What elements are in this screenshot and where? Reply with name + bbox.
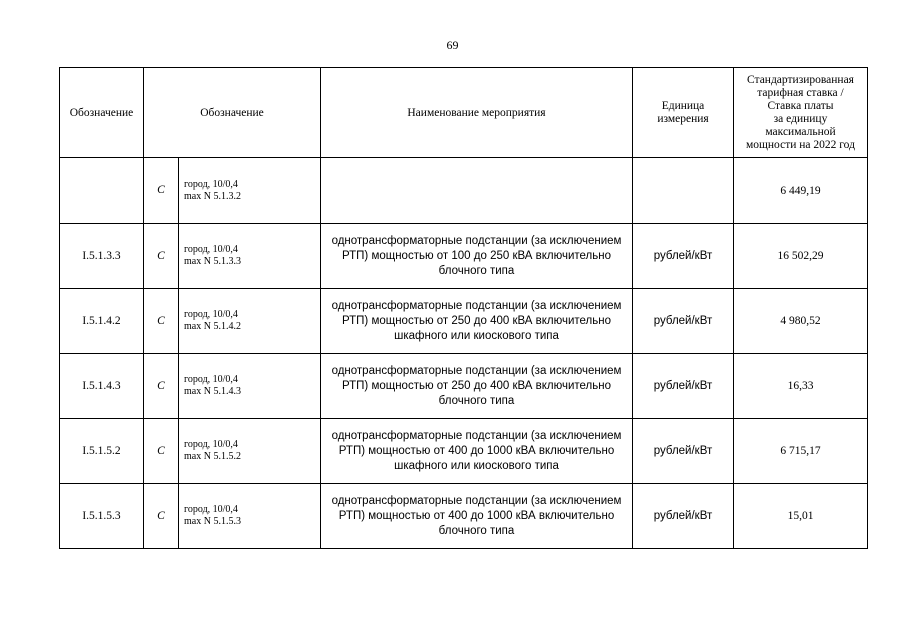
symbol-subscript: город, 10/0,4 max N 5.1.3.2 xyxy=(179,158,321,224)
page-number: 69 xyxy=(446,38,459,52)
header-rate: Стандартизированная тарифная ставка / Ставка платы за единицу максимальной мощности на 2022 год xyxy=(734,68,868,158)
row-unit: рублей/кВт xyxy=(633,224,734,289)
row-description: однотрансформаторные подстанции (за исключением РТП) мощностью от 400 до 1000 кВА включительно блочного типа xyxy=(321,484,633,549)
row-value: 6 715,17 xyxy=(734,419,868,484)
tariff-table xyxy=(59,67,868,549)
table-row xyxy=(60,354,868,419)
symbol-subscript: город, 10/0,4 max N 5.1.4.3 xyxy=(179,354,321,419)
header-unit: Единица измерения xyxy=(633,68,734,158)
c-symbol: C xyxy=(144,224,179,289)
row-value: 16,33 xyxy=(734,354,868,419)
row-unit: рублей/кВт xyxy=(633,484,734,549)
row-code: I.5.1.4.3 xyxy=(60,354,144,419)
row-description: однотрансформаторные подстанции (за исключением РТП) мощностью от 250 до 400 кВА включительно шкафного или киоскового типа xyxy=(321,289,633,354)
table-row xyxy=(60,484,868,549)
symbol-subscript: город, 10/0,4 max N 5.1.4.2 xyxy=(179,289,321,354)
row-code: I.5.1.4.2 xyxy=(60,289,144,354)
table-row xyxy=(60,289,868,354)
row-code xyxy=(60,158,144,224)
row-description: однотрансформаторные подстанции (за исключением РТП) мощностью от 250 до 400 кВА включительно блочного типа xyxy=(321,354,633,419)
symbol-subscript: город, 10/0,4 max N 5.1.5.3 xyxy=(179,484,321,549)
table-row xyxy=(60,419,868,484)
row-description xyxy=(321,158,633,224)
header-measure-name: Наименование мероприятия xyxy=(321,68,633,158)
c-symbol: C xyxy=(144,158,179,224)
table-row xyxy=(60,158,868,224)
row-description: однотрансформаторные подстанции (за исключением РТП) мощностью от 100 до 250 кВА включительно блочного типа xyxy=(321,224,633,289)
row-unit: рублей/кВт xyxy=(633,419,734,484)
row-unit: рублей/кВт xyxy=(633,289,734,354)
table-header-row xyxy=(60,68,868,158)
c-symbol: C xyxy=(144,419,179,484)
row-value: 15,01 xyxy=(734,484,868,549)
symbol-subscript: город, 10/0,4 max N 5.1.5.2 xyxy=(179,419,321,484)
c-symbol: C xyxy=(144,354,179,419)
row-value: 4 980,52 xyxy=(734,289,868,354)
header-designation: Обозначение xyxy=(60,68,144,158)
row-unit: рублей/кВт xyxy=(633,354,734,419)
row-value: 6 449,19 xyxy=(734,158,868,224)
row-code: I.5.1.3.3 xyxy=(60,224,144,289)
header-designation-symbol: Обозначение xyxy=(144,68,321,158)
row-value: 16 502,29 xyxy=(734,224,868,289)
symbol-subscript: город, 10/0,4 max N 5.1.3.3 xyxy=(179,224,321,289)
row-code: I.5.1.5.3 xyxy=(60,484,144,549)
c-symbol: C xyxy=(144,484,179,549)
row-unit xyxy=(633,158,734,224)
row-description: однотрансформаторные подстанции (за исключением РТП) мощностью от 400 до 1000 кВА включительно шкафного или киоскового типа xyxy=(321,419,633,484)
table-row xyxy=(60,224,868,289)
row-code: I.5.1.5.2 xyxy=(60,419,144,484)
c-symbol: C xyxy=(144,289,179,354)
